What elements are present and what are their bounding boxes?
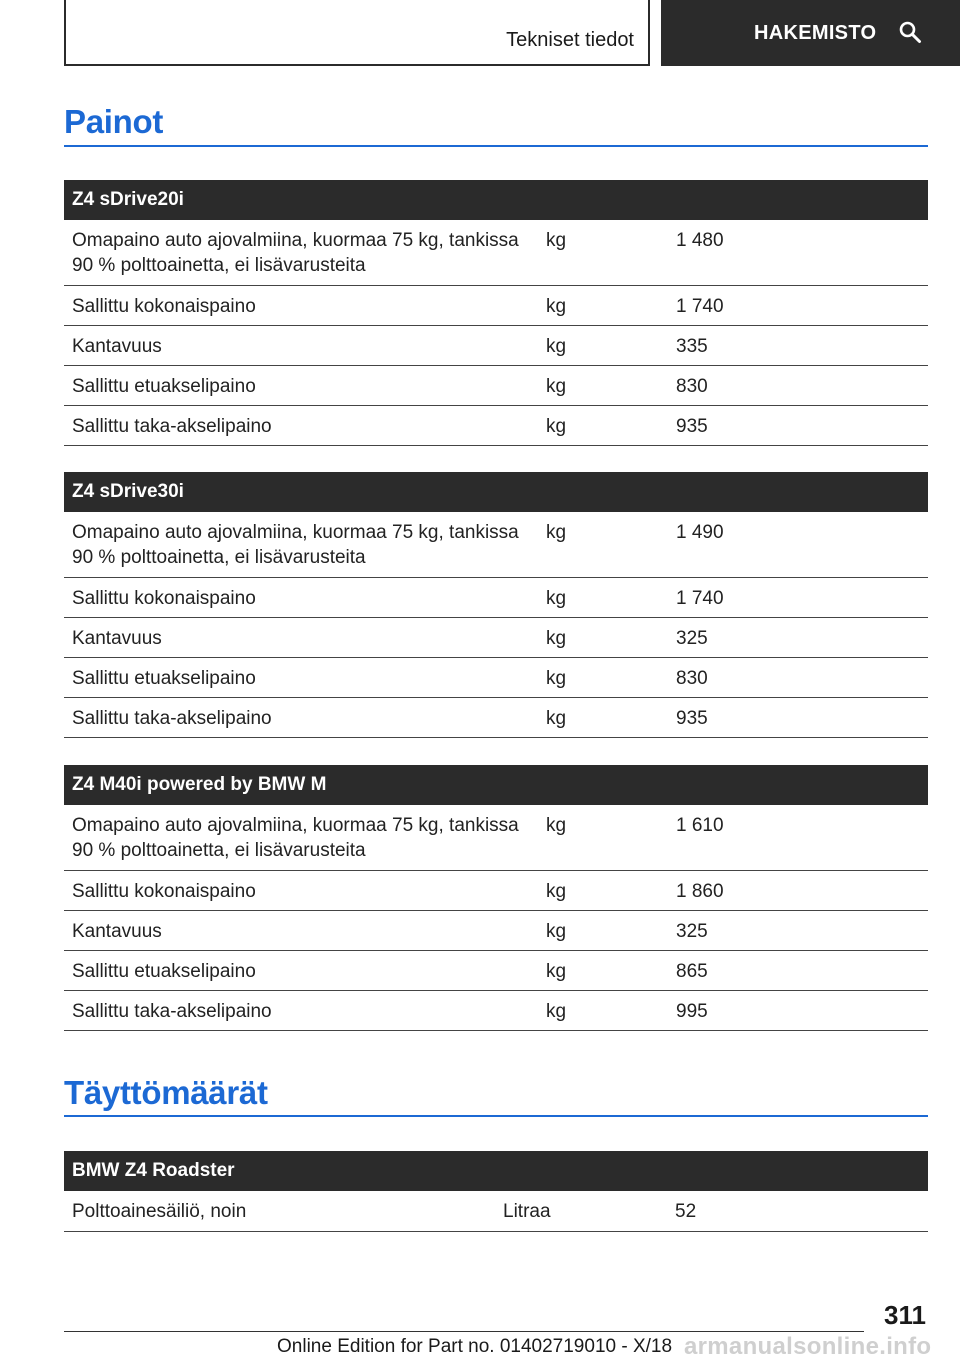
table-row xyxy=(64,512,928,577)
row-label: Omapaino auto ajovalmiina, kuormaa 75 kg, tankissa 90 % polttoainetta, ei lisävarusteita xyxy=(64,512,538,577)
table-row xyxy=(64,870,928,910)
row-unit: kg xyxy=(538,220,668,285)
table-header: Z4 sDrive20i xyxy=(64,180,928,220)
row-value: 1 490 xyxy=(668,512,928,577)
table-row xyxy=(64,617,928,657)
row-unit: kg xyxy=(538,697,668,737)
table-row xyxy=(64,990,928,1030)
row-value: 52 xyxy=(667,1191,928,1231)
row-value: 830 xyxy=(668,657,928,697)
table-row xyxy=(64,1191,928,1231)
row-label: Sallittu kokonaispaino xyxy=(64,870,538,910)
row-unit: kg xyxy=(538,365,668,405)
row-label: Kantavuus xyxy=(64,910,538,950)
index-label: HAKEMISTO xyxy=(754,21,877,44)
table-row xyxy=(64,220,928,285)
row-unit: kg xyxy=(538,910,668,950)
index-button[interactable] xyxy=(661,0,960,66)
row-value: 1 610 xyxy=(668,805,928,870)
row-unit: kg xyxy=(538,870,668,910)
row-value: 1 740 xyxy=(668,577,928,617)
weights-table-sdrive30i xyxy=(64,472,928,738)
table-row xyxy=(64,950,928,990)
row-value: 325 xyxy=(668,617,928,657)
row-label: Omapaino auto ajovalmiina, kuormaa 75 kg, tankissa 90 % polttoainetta, ei lisävarusteita xyxy=(64,220,538,285)
row-unit: Litraa xyxy=(495,1191,667,1231)
table-row xyxy=(64,697,928,737)
table-row xyxy=(64,657,928,697)
table-row xyxy=(64,910,928,950)
section-title-capacities: Täyttömäärät xyxy=(64,1074,268,1111)
row-value: 995 xyxy=(668,990,928,1030)
search-icon xyxy=(898,20,922,44)
row-unit: kg xyxy=(538,950,668,990)
row-unit: kg xyxy=(538,512,668,577)
row-unit: kg xyxy=(538,990,668,1030)
row-unit: kg xyxy=(538,285,668,325)
page-number: 311 xyxy=(884,1300,926,1330)
watermark: armanualsonline.info xyxy=(684,1333,932,1360)
row-value: 335 xyxy=(668,325,928,365)
table-row xyxy=(64,325,928,365)
edition-text: Online Edition for Part no. 01402719010 - X/18 xyxy=(277,1336,673,1357)
capacities-table xyxy=(64,1151,928,1232)
table-row xyxy=(64,577,928,617)
row-unit: kg xyxy=(538,617,668,657)
table-row xyxy=(64,365,928,405)
table-header: Z4 sDrive30i xyxy=(64,472,928,512)
row-label: Polttoainesäiliö, noin xyxy=(64,1191,495,1231)
row-label: Sallittu etuakselipaino xyxy=(64,365,538,405)
weights-table-sdrive20i xyxy=(64,180,928,446)
row-label: Omapaino auto ajovalmiina, kuormaa 75 kg, tankissa 90 % polttoainetta, ei lisävarusteita xyxy=(64,805,538,870)
row-value: 1 740 xyxy=(668,285,928,325)
tab-tekniset-tiedot[interactable] xyxy=(64,0,650,66)
section-title-weights: Painot xyxy=(64,103,164,140)
row-label: Sallittu taka-akselipaino xyxy=(64,405,538,445)
title-rule xyxy=(64,145,928,147)
table-row xyxy=(64,805,928,870)
row-value: 1 860 xyxy=(668,870,928,910)
table-header: BMW Z4 Roadster xyxy=(64,1151,928,1191)
row-value: 865 xyxy=(668,950,928,990)
row-value: 935 xyxy=(668,405,928,445)
row-value: 325 xyxy=(668,910,928,950)
row-unit: kg xyxy=(538,657,668,697)
row-label: Kantavuus xyxy=(64,325,538,365)
row-label: Sallittu etuakselipaino xyxy=(64,657,538,697)
top-navigation xyxy=(0,0,960,66)
row-label: Sallittu kokonaispaino xyxy=(64,577,538,617)
weights-table-m40i xyxy=(64,765,928,1031)
row-label: Sallittu taka-akselipaino xyxy=(64,697,538,737)
footer-rule xyxy=(64,1331,864,1332)
row-unit: kg xyxy=(538,405,668,445)
tab-label: Tekniset tiedot xyxy=(506,29,634,51)
row-label: Sallittu kokonaispaino xyxy=(64,285,538,325)
row-unit: kg xyxy=(538,577,668,617)
row-value: 935 xyxy=(668,697,928,737)
table-row xyxy=(64,285,928,325)
row-unit: kg xyxy=(538,805,668,870)
row-unit: kg xyxy=(538,325,668,365)
row-label: Kantavuus xyxy=(64,617,538,657)
title-rule xyxy=(64,1115,928,1117)
row-label: Sallittu taka-akselipaino xyxy=(64,990,538,1030)
row-value: 1 480 xyxy=(668,220,928,285)
table-row xyxy=(64,405,928,445)
table-header: Z4 M40i powered by BMW M xyxy=(64,765,928,805)
row-value: 830 xyxy=(668,365,928,405)
row-label: Sallittu etuakselipaino xyxy=(64,950,538,990)
